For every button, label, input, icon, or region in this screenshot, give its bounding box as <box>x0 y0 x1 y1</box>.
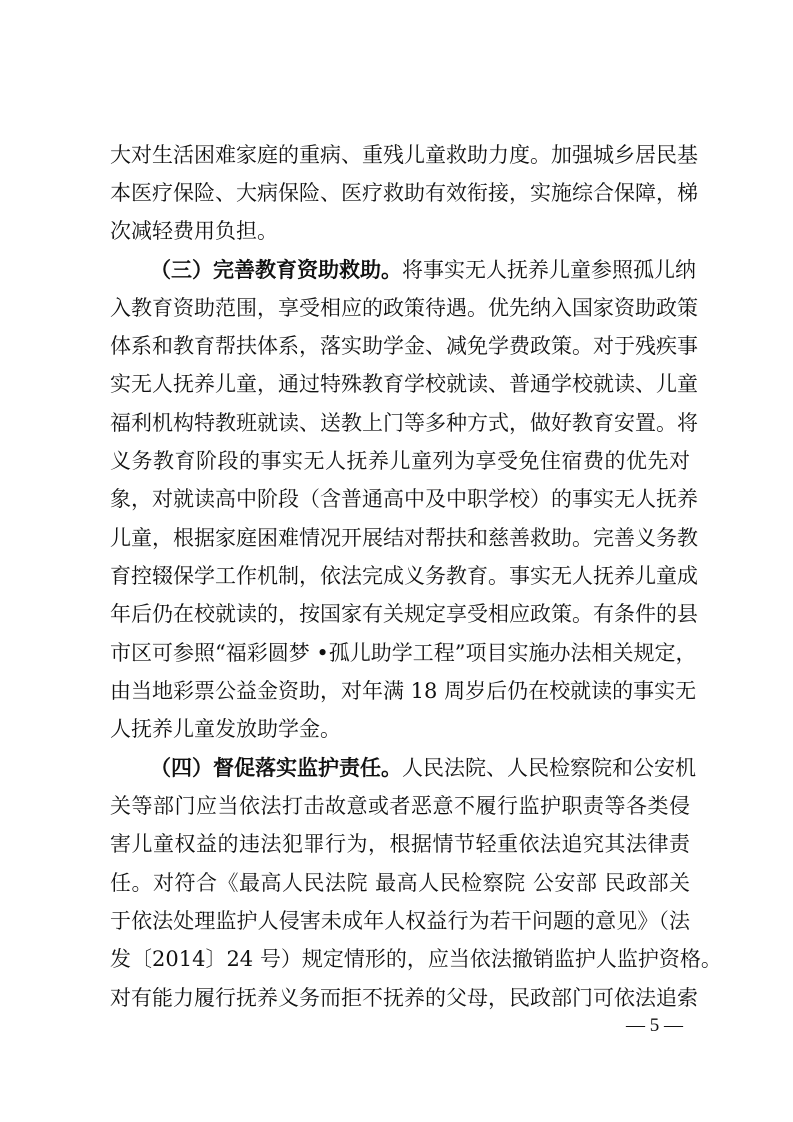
body-text: 人民法院、人民检察院和公安机 <box>402 756 696 780</box>
body-line: 害儿童权益的违法犯罪行为，根据情节轻重依法追究其法律责 <box>110 832 690 856</box>
section-three-first-line <box>150 251 696 289</box>
body-line: 育控辍保学工作机制，依法完成义务教育。事实无人抚养儿童成 <box>110 564 698 588</box>
body-line: 大对生活困难家庭的重病、重残儿童救助力度。加强城乡居民基 <box>110 143 698 167</box>
body-line: 对有能力履行抚养义务而拒不抚养的父母，民政部门可依法追索 <box>110 986 698 1010</box>
body-line: 年后仍在校就读的，按国家有关规定享受相应政策。有条件的县 <box>110 602 698 626</box>
body-line: 儿童，根据家庭困难情况开展结对帮扶和慈善救助。完善义务教 <box>110 526 698 550</box>
page-number: — 5 — <box>626 1015 683 1036</box>
body-line: 市区可参照“福彩圆梦 •孤儿助学工程”项目实施办法相关规定， <box>110 641 697 665</box>
section-four-first-line <box>150 749 696 787</box>
body-line: 福利机构特教班就读、送教上门等多种方式，做好教育安置。将 <box>110 411 698 435</box>
body-line: 本医疗保险、大病保险、医疗救助有效衔接，实施综合保障，梯 <box>110 181 698 205</box>
body-line: 义务教育阶段的事实无人抚养儿童列为享受免住宿费的优先对 <box>110 449 690 473</box>
body-line: 入教育资助范围，享受相应的政策待遇。优先纳入国家资助政策 <box>110 296 698 320</box>
section-heading-three: （三）完善教育资助救助。 <box>150 258 402 282</box>
body-line: 象，对就读高中阶段（含普通高中及中职学校）的事实无人抚养 <box>110 487 698 511</box>
body-line: 任。对符合《最高人民法院 最高人民检察院 公安部 民政部关 <box>110 871 690 895</box>
body-line: 实无人抚养儿童，通过特殊教育学校就读、普通学校就读、儿童 <box>110 372 698 396</box>
body-line: 关等部门应当依法打击故意或者恶意不履行监护职责等各类侵 <box>110 794 690 818</box>
body-line: 次减轻费用负担。 <box>110 219 278 243</box>
section-heading-four: （四）督促落实监护责任。 <box>150 756 402 780</box>
body-line: 体系和教育帮扶体系，落实助学金、减免学费政策。对于残疾事 <box>110 334 698 358</box>
body-line: 于依法处理监护人侵害未成年人权益行为若干问题的意见》（法 <box>110 909 690 933</box>
body-line: 发〔2014〕24 号）规定情形的，应当依法撤销监护人监护资格。 <box>110 947 722 971</box>
body-line: 由当地彩票公益金资助，对年满 18 周岁后仍在校就读的事实无 <box>110 679 697 703</box>
body-line: 人抚养儿童发放助学金。 <box>110 717 341 741</box>
body-text: 将事实无人抚养儿童参照孤儿纳 <box>402 258 696 282</box>
